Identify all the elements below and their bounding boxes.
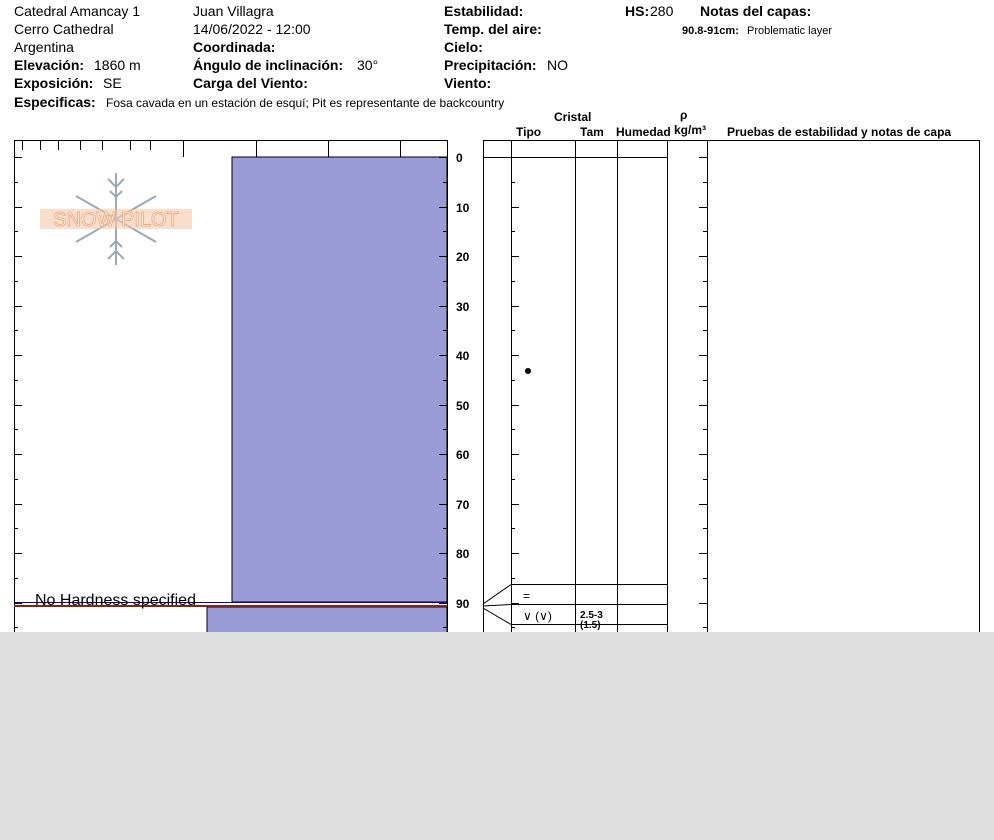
depth-label: 0 xyxy=(456,151,463,165)
precip-label: Precipitación: xyxy=(444,57,537,73)
depth-label: 60 xyxy=(456,448,470,462)
observer-name: Juan Villagra xyxy=(193,3,274,19)
site-country: Argentina xyxy=(14,39,74,55)
hardness-note: No Hardness specified xyxy=(35,592,196,609)
hardness-scale-ticks xyxy=(23,141,401,157)
wind-label: Viento: xyxy=(444,75,492,91)
wind-load-label: Carga del Viento: xyxy=(193,75,308,91)
depth-label: 70 xyxy=(456,498,470,512)
depth-label: 20 xyxy=(456,250,470,264)
hardness-bar-lower xyxy=(207,607,447,632)
specifics-value: Fosa cavada en un estación de esquí; Pit es representante de backcountry xyxy=(106,96,505,110)
slope-label: Ángulo de inclinación: xyxy=(193,57,344,73)
observation-datetime: 14/06/2022 - 12:00 xyxy=(193,21,311,37)
depth-ticks-left xyxy=(14,158,22,628)
type-header: Tipo xyxy=(516,125,542,139)
precip-value: NO xyxy=(547,57,568,73)
crystal-table xyxy=(483,140,980,632)
depth-label: 90 xyxy=(456,597,470,611)
slope-value: 30° xyxy=(357,57,379,73)
layer-crystal-size: 2.5-3 xyxy=(580,610,603,621)
specifics-label: Especificas: xyxy=(14,94,96,110)
moisture-dot xyxy=(525,368,531,374)
stability-label: Estabilidad: xyxy=(444,3,524,19)
elevation-label: Elevación: xyxy=(14,57,85,73)
aspect-label: Exposición: xyxy=(14,75,94,91)
depth-label: 80 xyxy=(456,547,470,561)
layer-crystal-type: = xyxy=(523,589,531,603)
depth-label: 30 xyxy=(456,300,470,314)
depth-label: 40 xyxy=(456,349,470,363)
hardness-bar xyxy=(232,157,447,602)
air-temp-label: Temp. del aire: xyxy=(444,21,542,37)
layer-crystal-size-sub: (1.5) xyxy=(580,620,601,631)
moisture-header: Humedad xyxy=(616,125,671,139)
layer-crystal-type: ∨ (∨) xyxy=(523,609,552,623)
site-area: Cerro Cathedral xyxy=(14,21,114,37)
layer-note-depth: 90.8-91cm: xyxy=(682,25,739,37)
coordinate-label: Coordinada: xyxy=(193,39,276,55)
density-symbol-header: ρ xyxy=(680,108,688,122)
site-name: Catedral Amancay 1 xyxy=(14,3,141,19)
hs-value: 280 xyxy=(650,3,674,19)
logo-text: SNOW PILOT xyxy=(53,209,179,231)
depth-label: 10 xyxy=(456,201,470,215)
snowpilot-logo xyxy=(40,173,192,265)
sky-label: Cielo: xyxy=(444,39,483,55)
hs-label: HS: xyxy=(625,3,650,19)
elevation-value: 1860 m xyxy=(94,57,141,73)
crystal-header: Cristal xyxy=(554,110,592,124)
depth-label: 50 xyxy=(456,399,470,413)
density-unit-header: kg/m³ xyxy=(674,123,707,137)
aspect-value: SE xyxy=(103,75,122,91)
layer-notes-label: Notas del capas: xyxy=(700,3,812,19)
layer-note-text: Problematic layer xyxy=(747,25,832,37)
size-header: Tam xyxy=(580,125,604,139)
tests-header: Pruebas de estabilidad y notas de capa xyxy=(727,125,952,139)
table-depth-ticks xyxy=(511,158,707,628)
